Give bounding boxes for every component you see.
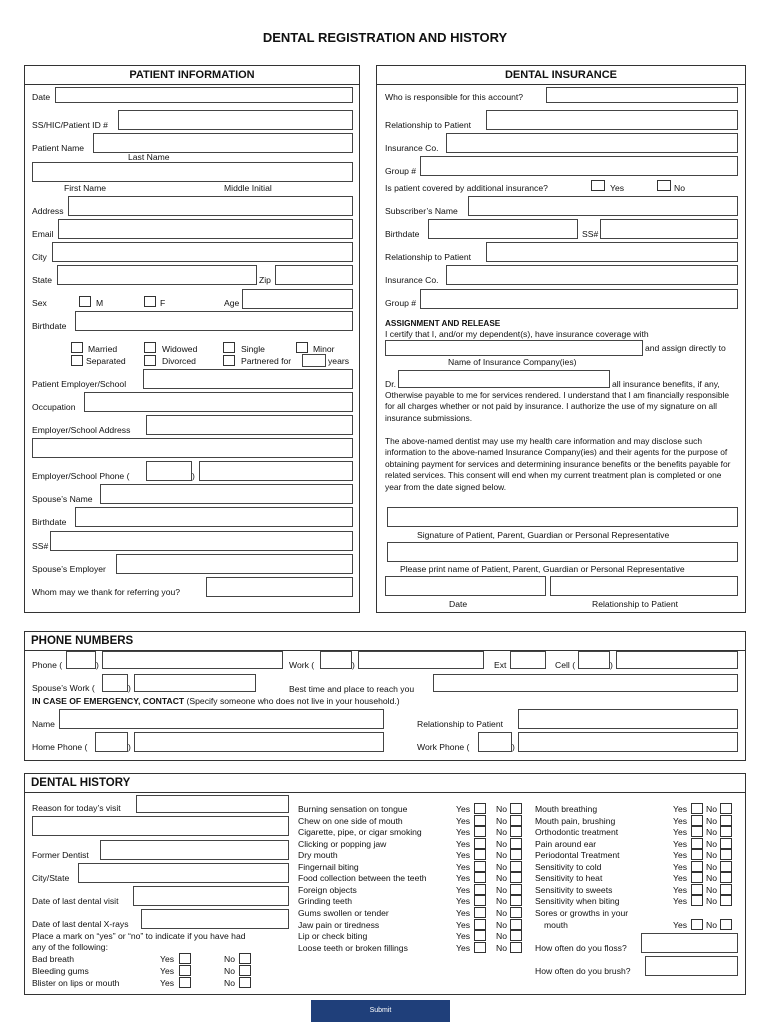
partnered-years-field[interactable] (302, 354, 326, 367)
city-state-label: City/State (32, 873, 70, 883)
last-xrays-label: Date of last dental X-rays (32, 919, 129, 929)
age-label: Age (224, 298, 240, 308)
sores-yes-checkbox[interactable] (691, 919, 703, 930)
home-phone-area-field[interactable] (95, 732, 128, 752)
emergency-work-phone-label: Work Phone ( (417, 742, 470, 752)
assignment-title: ASSIGNMENT AND RELEASE (385, 319, 501, 328)
mid-7-no-checkbox[interactable] (510, 884, 522, 895)
spouse-ss-field[interactable] (50, 531, 353, 551)
yes-label: Yes (673, 873, 688, 884)
subscriber-birthdate-field[interactable] (428, 219, 578, 239)
bleeding-gums-yes-checkbox[interactable] (179, 965, 191, 976)
yes-label: Yes (456, 873, 471, 884)
yes-label: Yes (456, 931, 471, 942)
city-label: City (32, 252, 47, 262)
date-field[interactable] (55, 87, 353, 103)
no-label: No (496, 861, 507, 872)
no-label: No (496, 873, 507, 884)
yes-label: Yes (456, 919, 471, 930)
cell-paren: ) (610, 660, 613, 670)
symptom-mid-10: Jaw pain or tiredness (298, 919, 380, 930)
emergency-work-phone-field[interactable] (518, 732, 738, 752)
ins-relationship2-label: Relationship to Patient (385, 252, 471, 262)
symptom-right-1: Mouth pain, brushing (535, 815, 616, 826)
yes-label: Yes (673, 920, 688, 930)
phone-paren: ) (96, 660, 99, 670)
no-label: No (706, 850, 717, 861)
last-name-field[interactable] (93, 133, 353, 153)
last-visit-field[interactable] (133, 886, 289, 906)
symptom-right-8: Sensitivity when biting (535, 896, 620, 907)
phone-numbers-heading: PHONE NUMBERS (25, 632, 745, 651)
symptom-mid-4: Dry mouth (298, 850, 338, 861)
right-8-yes-checkbox[interactable] (691, 895, 703, 906)
symptom-mid-1: Chew on one side of mouth (298, 815, 403, 826)
ins-relationship-field[interactable] (486, 110, 738, 130)
no-label: No (496, 931, 507, 942)
symptom-right-4: Periodontal Treatment (535, 850, 620, 861)
right-7-yes-checkbox[interactable] (691, 884, 703, 895)
sores-continuation: mouth (544, 920, 568, 930)
yes-label: Yes (456, 884, 471, 895)
yes-label: Yes (160, 978, 175, 988)
employer-address-line2-field[interactable] (32, 438, 353, 458)
former-dentist-field[interactable] (100, 840, 289, 860)
symptom-mid-5: Fingernail biting (298, 861, 359, 872)
no-label: No (496, 919, 507, 930)
signer-relationship-field[interactable] (550, 576, 738, 596)
symptom-mid-9: Gums swollen or tender (298, 907, 389, 918)
home-phone-field[interactable] (134, 732, 384, 752)
yes-label: Yes (673, 827, 688, 838)
reason-line2-field[interactable] (32, 816, 289, 836)
symptom-bad-breath: Bad breath (32, 954, 75, 964)
brush-field[interactable] (645, 956, 738, 976)
company-names-caption: Name of Insurance Company(ies) (448, 357, 577, 367)
employer-label: Patient Employer/School (32, 379, 127, 389)
right-5-no-checkbox[interactable] (720, 861, 732, 872)
minor-checkbox[interactable] (296, 342, 308, 353)
mid-5-yes-checkbox[interactable] (474, 861, 486, 872)
spouse-birthdate-label: Birthdate (32, 517, 67, 527)
right-1-yes-checkbox[interactable] (691, 815, 703, 826)
dr-label: Dr. (385, 379, 396, 389)
employer-field[interactable] (143, 369, 353, 389)
work-field[interactable] (358, 651, 484, 669)
mid-10-no-checkbox[interactable] (510, 919, 522, 930)
subscriber-ss-label: SS# (582, 229, 599, 239)
spouse-name-label: Spouse’s Name (32, 494, 93, 504)
no-label: No (496, 838, 507, 849)
years-label: years (328, 356, 350, 366)
symptom-mid-3: Clicking or popping jaw (298, 838, 387, 849)
subscriber-field[interactable] (468, 196, 738, 216)
symptom-bleeding-gums: Bleeding gums (32, 966, 89, 976)
right-0-yes-checkbox[interactable] (691, 803, 703, 814)
sores-no-checkbox[interactable] (720, 919, 732, 930)
ins-group-label: Group # (385, 166, 417, 176)
no-label: No (706, 920, 717, 930)
emergency-rest: (Specify someone who does not live in your household.) (184, 696, 400, 706)
zip-label: Zip (259, 275, 271, 285)
sex-f-label: F (160, 298, 166, 308)
yes-label: Yes (456, 804, 471, 814)
bleeding-gums-no-checkbox[interactable] (239, 965, 251, 976)
mid-5-no-checkbox[interactable] (510, 861, 522, 872)
emergency-label (32, 696, 400, 707)
yes-label: Yes (456, 827, 471, 838)
spouse-ss-label: SS# (32, 541, 49, 551)
print-name-caption: Please print name of Patient, Parent, Guardian or Personal Representative (400, 564, 685, 574)
no-label: No (496, 827, 507, 838)
additional-no-checkbox[interactable] (657, 180, 671, 191)
right-4-no-checkbox[interactable] (720, 849, 732, 860)
dental-insurance-heading: DENTAL INSURANCE (377, 66, 745, 85)
dentist-name-field[interactable] (398, 370, 610, 388)
symptom-right-0: Mouth breathing (535, 804, 598, 814)
ins-company2-label: Insurance Co. (385, 275, 439, 285)
no-label: No (706, 815, 717, 826)
sex-label: Sex (32, 298, 47, 308)
yes-label: Yes (456, 861, 471, 872)
state-label: State (32, 275, 53, 285)
mark-instruction-line1: Place a mark on “yes” or “no” to indicate if you have had (32, 931, 246, 941)
ins-group-field[interactable] (420, 156, 738, 176)
yes-label: Yes (456, 942, 471, 953)
date-label: Date (32, 92, 51, 102)
symptom-mid-12: Loose teeth or broken fillings (298, 942, 408, 953)
yes-label: Yes (456, 907, 471, 918)
sex-m-checkbox[interactable] (79, 296, 91, 307)
sex-f-checkbox[interactable] (144, 296, 156, 307)
ins-relationship2-field[interactable] (486, 242, 738, 262)
ins-group2-label: Group # (385, 298, 417, 308)
mid-8-no-checkbox[interactable] (510, 895, 522, 906)
responsibility-paragraph: Otherwise payable to me for services rendered. I understand that I am financially responsible for all charges whether or not paid by insurance. I authorize the use of my signature on all insurance submissions. (385, 390, 730, 423)
mid-3-no-checkbox[interactable] (510, 838, 522, 849)
last-visit-label: Date of last dental visit (32, 896, 119, 906)
mid-8-yes-checkbox[interactable] (474, 895, 486, 906)
no-label: No (706, 861, 717, 872)
assignment-line1: I certify that I, and/or my dependent(s), have insurance coverage with (385, 329, 649, 339)
mid-9-no-checkbox[interactable] (510, 907, 522, 918)
first-middle-name-field[interactable] (32, 162, 353, 182)
mid-4-no-checkbox[interactable] (510, 849, 522, 860)
emergency-relationship-field[interactable] (518, 709, 738, 729)
no-label: No (706, 896, 717, 907)
email-label: Email (32, 229, 54, 239)
spouse-employer-field[interactable] (116, 554, 353, 574)
subscriber-birthdate-label: Birthdate (385, 229, 420, 239)
zip-field[interactable] (275, 265, 353, 285)
mid-7-yes-checkbox[interactable] (474, 884, 486, 895)
mark-instruction-line2: any of the following: (32, 942, 108, 952)
additional-insurance-label: Is patient covered by additional insurance? (385, 183, 548, 193)
blister-yes-checkbox[interactable] (179, 977, 191, 988)
ins-group2-field[interactable] (420, 289, 738, 309)
yes-label: Yes (673, 884, 688, 895)
birthdate-label: Birthdate (32, 321, 67, 331)
no-label: No (496, 884, 507, 895)
work-label: Work ( (289, 660, 315, 670)
phone-area-field[interactable] (66, 651, 96, 669)
spouse-birthdate-field[interactable] (75, 507, 353, 527)
right-4-yes-checkbox[interactable] (691, 849, 703, 860)
spouse-work-area-field[interactable] (102, 674, 128, 692)
additional-yes-label: Yes (610, 183, 625, 193)
mid-11-yes-checkbox[interactable] (474, 930, 486, 941)
right-3-no-checkbox[interactable] (720, 838, 732, 849)
last-name-caption: Last Name (128, 152, 170, 162)
dental-history-heading: DENTAL HISTORY (25, 774, 745, 793)
right-0-no-checkbox[interactable] (720, 803, 732, 814)
no-label: No (706, 827, 717, 838)
mid-3-yes-checkbox[interactable] (474, 838, 486, 849)
signature-caption: Signature of Patient, Parent, Guardian or Personal Representative (417, 530, 670, 540)
signer-relationship-caption: Relationship to Patient (592, 599, 678, 609)
mid-6-yes-checkbox[interactable] (474, 872, 486, 883)
right-2-yes-checkbox[interactable] (691, 826, 703, 837)
emergency-relationship-label: Relationship to Patient (417, 719, 503, 729)
symptom-right-9: Sores or growths in your (535, 907, 629, 918)
mid-2-no-checkbox[interactable] (510, 826, 522, 837)
mid-6-no-checkbox[interactable] (510, 872, 522, 883)
subscriber-label: Subscriber’s Name (385, 206, 458, 216)
spouse-employer-label: Spouse’s Employer (32, 564, 106, 574)
married-label: Married (88, 344, 118, 354)
symptom-mid-2: Cigarette, pipe, or cigar smoking (298, 827, 422, 838)
no-label: No (706, 804, 717, 814)
symptom-mid-11: Lip or check biting (298, 931, 368, 942)
partnered-checkbox[interactable] (223, 355, 235, 366)
email-field[interactable] (58, 219, 353, 239)
ins-company-field[interactable] (446, 133, 738, 153)
home-phone-label: Home Phone ( (32, 742, 88, 752)
no-label: No (706, 884, 717, 895)
yes-label: Yes (673, 838, 688, 849)
symptom-right-5: Sensitivity to cold (535, 861, 602, 872)
age-field[interactable] (242, 289, 353, 309)
subscriber-ss-field[interactable] (600, 219, 738, 239)
symptom-mid-0: Burning sensation on tongue (298, 804, 408, 814)
yes-label: Yes (673, 804, 688, 814)
right-6-yes-checkbox[interactable] (691, 872, 703, 883)
yes-label: Yes (673, 815, 688, 826)
mid-10-yes-checkbox[interactable] (474, 919, 486, 930)
emergency-work-paren: ) (512, 742, 515, 752)
yes-label: Yes (160, 954, 175, 964)
assign-directly-label: and assign directly to (645, 343, 726, 353)
ext-field[interactable] (510, 651, 546, 669)
floss-field[interactable] (641, 933, 738, 953)
emergency-name-label: Name (32, 719, 55, 729)
mid-12-no-checkbox[interactable] (510, 942, 522, 953)
emergency-work-area-field[interactable] (478, 732, 512, 752)
mid-9-yes-checkbox[interactable] (474, 907, 486, 918)
divorced-checkbox[interactable] (144, 355, 156, 366)
employer-phone-label: Employer/School Phone ( (32, 471, 130, 481)
cell-field[interactable] (616, 651, 738, 669)
no-label: No (496, 850, 507, 861)
yes-label: Yes (456, 838, 471, 849)
employer-phone-paren: ) (192, 471, 195, 481)
state-field[interactable] (57, 265, 257, 285)
separated-label: Separated (86, 356, 126, 366)
no-label: No (224, 966, 235, 976)
occupation-label: Occupation (32, 402, 76, 412)
right-5-yes-checkbox[interactable] (691, 861, 703, 872)
responsible-field[interactable] (546, 87, 738, 103)
signature-date-field[interactable] (385, 576, 546, 596)
no-label: No (224, 978, 235, 988)
additional-no-label: No (674, 183, 685, 193)
widowed-checkbox[interactable] (144, 342, 156, 353)
mid-12-yes-checkbox[interactable] (474, 942, 486, 953)
bad-breath-no-checkbox[interactable] (239, 953, 251, 964)
yes-label: Yes (673, 896, 688, 907)
former-dentist-label: Former Dentist (32, 850, 89, 860)
employer-address-label: Employer/School Address (32, 425, 131, 435)
responsible-label: Who is responsible for this account? (385, 92, 524, 102)
ext-label: Ext (494, 660, 507, 670)
reason-field[interactable] (136, 795, 289, 813)
address-field[interactable] (68, 196, 353, 216)
signature-field[interactable] (387, 507, 738, 527)
first-name-caption: First Name (64, 183, 107, 193)
occupation-field[interactable] (84, 392, 353, 412)
right-6-no-checkbox[interactable] (720, 872, 732, 883)
work-paren: ) (352, 660, 355, 670)
no-label: No (706, 873, 717, 884)
yes-label: Yes (456, 850, 471, 861)
yes-label: Yes (456, 815, 471, 826)
city-field[interactable] (52, 242, 353, 262)
brush-label: How often do you brush? (535, 966, 631, 976)
spouse-work-label: Spouse’s Work ( (32, 683, 95, 693)
no-label: No (496, 907, 507, 918)
referral-label: Whom may we thank for referring you? (32, 587, 181, 597)
no-label: No (496, 804, 507, 814)
ins-company-label: Insurance Co. (385, 143, 439, 153)
single-checkbox[interactable] (223, 342, 235, 353)
single-label: Single (241, 344, 265, 354)
patient-information-heading: PATIENT INFORMATION (25, 66, 359, 85)
widowed-label: Widowed (162, 344, 198, 354)
cell-label: Cell ( (555, 660, 576, 670)
partnered-label: Partnered for (241, 356, 292, 366)
married-checkbox[interactable] (71, 342, 83, 353)
spouse-work-paren: ) (128, 683, 131, 693)
spouse-work-field[interactable] (134, 674, 256, 692)
emergency-name-field[interactable] (59, 709, 384, 729)
address-label: Address (32, 206, 64, 216)
yes-label: Yes (160, 966, 175, 976)
symptom-blister: Blister on lips or mouth (32, 978, 120, 988)
minor-label: Minor (313, 344, 335, 354)
symptom-mid-7: Foreign objects (298, 884, 357, 895)
mid-4-yes-checkbox[interactable] (474, 849, 486, 860)
page-title: DENTAL REGISTRATION AND HISTORY (262, 30, 508, 45)
patient-id-field[interactable] (118, 110, 353, 130)
mid-0-no-checkbox[interactable] (510, 803, 522, 814)
symptom-right-7: Sensitivity to sweets (535, 884, 613, 895)
work-area-field[interactable] (320, 651, 352, 669)
right-8-no-checkbox[interactable] (720, 895, 732, 906)
employer-phone-area-field[interactable] (146, 461, 192, 481)
mid-2-yes-checkbox[interactable] (474, 826, 486, 837)
spouse-name-field[interactable] (100, 484, 353, 504)
ins-relationship-label: Relationship to Patient (385, 120, 471, 130)
best-time-field[interactable] (433, 674, 738, 692)
symptom-mid-8: Grinding teeth (298, 896, 352, 907)
submit-button[interactable]: Submit (311, 1000, 450, 1022)
phone-label: Phone ( (32, 660, 63, 670)
sex-m-label: M (96, 298, 104, 308)
symptom-right-3: Pain around ear (535, 838, 597, 849)
separated-checkbox[interactable] (71, 355, 83, 366)
reason-label: Reason for today’s visit (32, 803, 121, 813)
bad-breath-yes-checkbox[interactable] (179, 953, 191, 964)
consent-paragraph: The above-named dentist may use my health care information and may disclose such information to the above-named Insurance Company(ies) and their agents for the purpose of obtaining payment for services and determining insurance benefits or the benefits payable for related services. This consent will end when my current treatment plan is completed or one year from the date signed below. (385, 436, 731, 492)
no-label: No (496, 896, 507, 907)
additional-yes-checkbox[interactable] (591, 180, 605, 191)
last-xrays-field[interactable] (141, 909, 289, 929)
patient-name-label: Patient Name (32, 143, 85, 153)
best-time-label: Best time and place to reach you (289, 684, 415, 694)
birthdate-field[interactable] (75, 311, 353, 331)
no-label: No (496, 815, 507, 826)
symptom-mid-6: Food collection between the teeth (298, 873, 427, 884)
phone-field[interactable] (102, 651, 283, 669)
mid-11-no-checkbox[interactable] (510, 930, 522, 941)
ins-company2-field[interactable] (446, 265, 738, 285)
symptom-right-2: Orthodontic treatment (535, 827, 619, 838)
home-phone-paren: ) (128, 742, 131, 752)
divorced-label: Divorced (162, 356, 196, 366)
all-benefits-label: all insurance benefits, if any, (612, 379, 720, 389)
emergency-bold: IN CASE OF EMERGENCY, CONTACT (32, 696, 185, 706)
city-state-field[interactable] (78, 863, 289, 883)
floss-label: How often do you floss? (535, 943, 627, 953)
signature-date-caption: Date (449, 599, 468, 609)
right-3-yes-checkbox[interactable] (691, 838, 703, 849)
yes-label: Yes (673, 850, 688, 861)
cell-area-field[interactable] (578, 651, 610, 669)
middle-initial-caption: Middle Initial (224, 183, 272, 193)
employer-phone-field[interactable] (199, 461, 353, 481)
referral-field[interactable] (206, 577, 353, 597)
no-label: No (706, 838, 717, 849)
right-1-no-checkbox[interactable] (720, 815, 732, 826)
mid-1-no-checkbox[interactable] (510, 815, 522, 826)
yes-label: Yes (456, 896, 471, 907)
symptom-right-6: Sensitivity to heat (535, 873, 603, 884)
yes-label: Yes (673, 861, 688, 872)
employer-address-field[interactable] (146, 415, 353, 435)
mid-1-yes-checkbox[interactable] (474, 815, 486, 826)
right-2-no-checkbox[interactable] (720, 826, 732, 837)
no-label: No (496, 942, 507, 953)
mid-0-yes-checkbox[interactable] (474, 803, 486, 814)
patient-id-label: SS/HIC/Patient ID # (32, 120, 108, 130)
blister-no-checkbox[interactable] (239, 977, 251, 988)
right-7-no-checkbox[interactable] (720, 884, 732, 895)
print-name-field[interactable] (387, 542, 738, 562)
insurance-companies-field[interactable] (385, 340, 643, 356)
no-label: No (224, 954, 235, 964)
